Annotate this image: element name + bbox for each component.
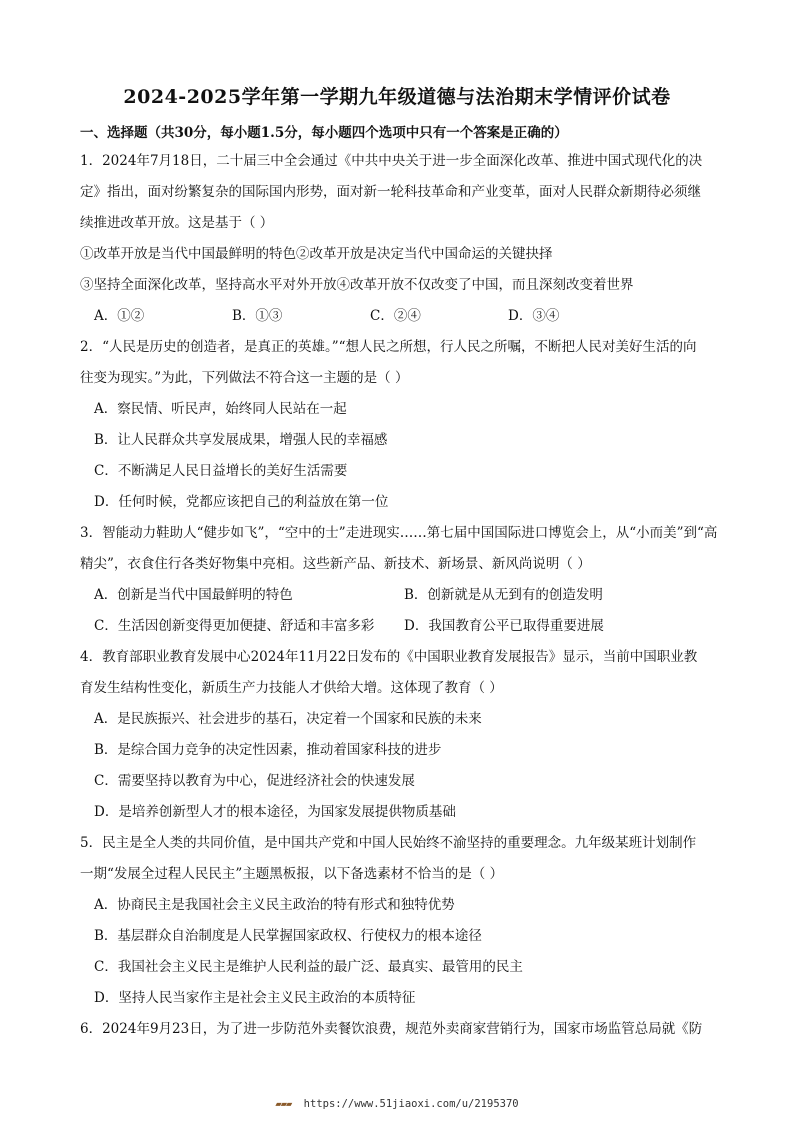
- page-footer: [0, 1098, 794, 1110]
- question-2-option-c[interactable]: C．不断满足人民日益增长的美好生活需要: [94, 463, 348, 479]
- question-5-option-c[interactable]: C．我国社会主义民主是维护人民利益的最广泛、最真实、最管用的民主: [94, 959, 523, 975]
- question-3-options-row-2: [80, 611, 714, 642]
- question-4: [80, 642, 714, 828]
- question-1-option-b[interactable]: B．①③: [232, 308, 283, 324]
- question-3: [80, 518, 718, 642]
- question-5-option-b[interactable]: B．基层群众自治制度是人民掌握国家政权、行使权力的根本途径: [94, 928, 482, 944]
- question-1-options: [80, 301, 714, 332]
- question-4-option-c[interactable]: C．需要坚持以教育为中心，促进经济社会的快速发展: [94, 773, 415, 789]
- question-6-stem-line-1: 6．2024年9月23日，为了进一步防范外卖餐饮浪费，规范外卖商家营销行为，国家市场监管总局就《防: [80, 1021, 703, 1037]
- question-3-options-row-1: [80, 580, 714, 611]
- question-1-stem-line-1: 1．2024年7月18日，二十届三中全会通过《中共中央关于进一步全面深化改革、推进中国式现代化的决: [80, 153, 703, 169]
- question-2-option-d[interactable]: D．任何时候，党都应该把自己的利益放在第一位: [94, 494, 389, 510]
- footer-url-link[interactable]: https://www.51jiaoxi.com/u/2195370: [303, 1098, 519, 1110]
- question-1-stem-line-2: 定》指出，面对纷繁复杂的国际国内形势，面对新一轮科技革命和产业变革，面对人民群众新期待必须继: [80, 184, 701, 200]
- question-4-stem-line-1: 4．教育部职业教育发展中心2024年11月22日发布的《中国职业教育发展报告》显示，当前中国职业教: [80, 649, 698, 665]
- question-1-option-d[interactable]: D．③④: [508, 308, 560, 324]
- question-3-option-b[interactable]: B．创新就是从无到有的创造发明: [404, 587, 603, 603]
- question-3-option-c[interactable]: C．生活因创新变得更加便捷、舒适和丰富多彩: [94, 618, 375, 634]
- question-3-stem-line-1: 3．智能动力鞋助人“健步如飞”，“空中的士”走进现实……第七届中国国际进口博览会上，从“小而美”到“高: [80, 525, 718, 541]
- question-2-option-a[interactable]: A．察民情、听民声，始终同人民站在一起: [94, 401, 347, 417]
- question-1-option-a[interactable]: A．①②: [94, 308, 145, 324]
- section-heading-choice: 一、选择题（共30分，每小题1.5分，每小题四个选项中只有一个答案是正确的）: [80, 125, 568, 141]
- question-1: [80, 146, 714, 332]
- question-4-option-b[interactable]: B．是综合国力竞争的决定性因素，推动着国家科技的进步: [94, 742, 442, 758]
- question-2-stem-line-2: 往变为现实。”为此，下列做法不符合这一主题的是（ ）: [80, 370, 409, 386]
- question-1-statement-1: ①改革开放是当代中国最鲜明的特色②改革开放是决定当代中国命运的关键抉择: [80, 246, 553, 262]
- site-logo-icon: ▰▰▰: [275, 1098, 292, 1110]
- question-3-stem-line-2: 精尖”，衣食住行各类好物集中亮相。这些新产品、新技术、新场景、新风尚说明（ ）: [80, 556, 591, 572]
- question-2: [80, 332, 714, 518]
- question-4-stem-line-2: 育发生结构性变化，新质生产力技能人才供给大增。这体现了教育（ ）: [80, 680, 503, 696]
- question-1-stem-line-3: 续推进改革开放。这是基于（ ）: [80, 215, 274, 231]
- question-3-option-d[interactable]: D．我国教育公平已取得重要进展: [404, 618, 604, 634]
- question-5-option-d[interactable]: D．坚持人民当家作主是社会主义民主政治的本质特征: [94, 990, 416, 1006]
- question-6: [80, 1014, 714, 1045]
- question-2-stem-line-1: 2．“人民是历史的创造者，是真正的英雄。”“想人民之所想，行人民之所嘱，不断把人民对美好生活的向: [80, 339, 697, 355]
- question-5: [80, 828, 714, 1014]
- question-3-option-a[interactable]: A．创新是当代中国最鲜明的特色: [94, 587, 293, 603]
- question-4-option-d[interactable]: D．是培养创新型人才的根本途径，为国家发展提供物质基础: [94, 804, 456, 820]
- question-1-statement-2: ③坚持全面深化改革，坚持高水平对外开放④改革开放不仅改变了中国，而且深刻改变着世界: [80, 277, 634, 293]
- page-title: 2024-2025学年第一学期九年级道德与法治期末学情评价试卷: [123, 86, 671, 108]
- question-5-stem-line-1: 5．民主是全人类的共同价值，是中国共产党和中国人民始终不渝坚持的重要理念。九年级某班计划制作: [80, 835, 697, 851]
- question-1-option-c[interactable]: C．②④: [370, 308, 421, 324]
- question-2-option-b[interactable]: B．让人民群众共享发展成果，增强人民的幸福感: [94, 432, 388, 448]
- question-5-option-a[interactable]: A．协商民主是我国社会主义民主政治的特有形式和独特优势: [94, 897, 455, 913]
- question-5-stem-line-2: 一期“发展全过程人民民主”主题黑板报，以下备选素材不恰当的是（ ）: [80, 866, 504, 882]
- question-4-option-a[interactable]: A．是民族振兴、社会进步的基石，决定着一个国家和民族的未来: [94, 711, 482, 727]
